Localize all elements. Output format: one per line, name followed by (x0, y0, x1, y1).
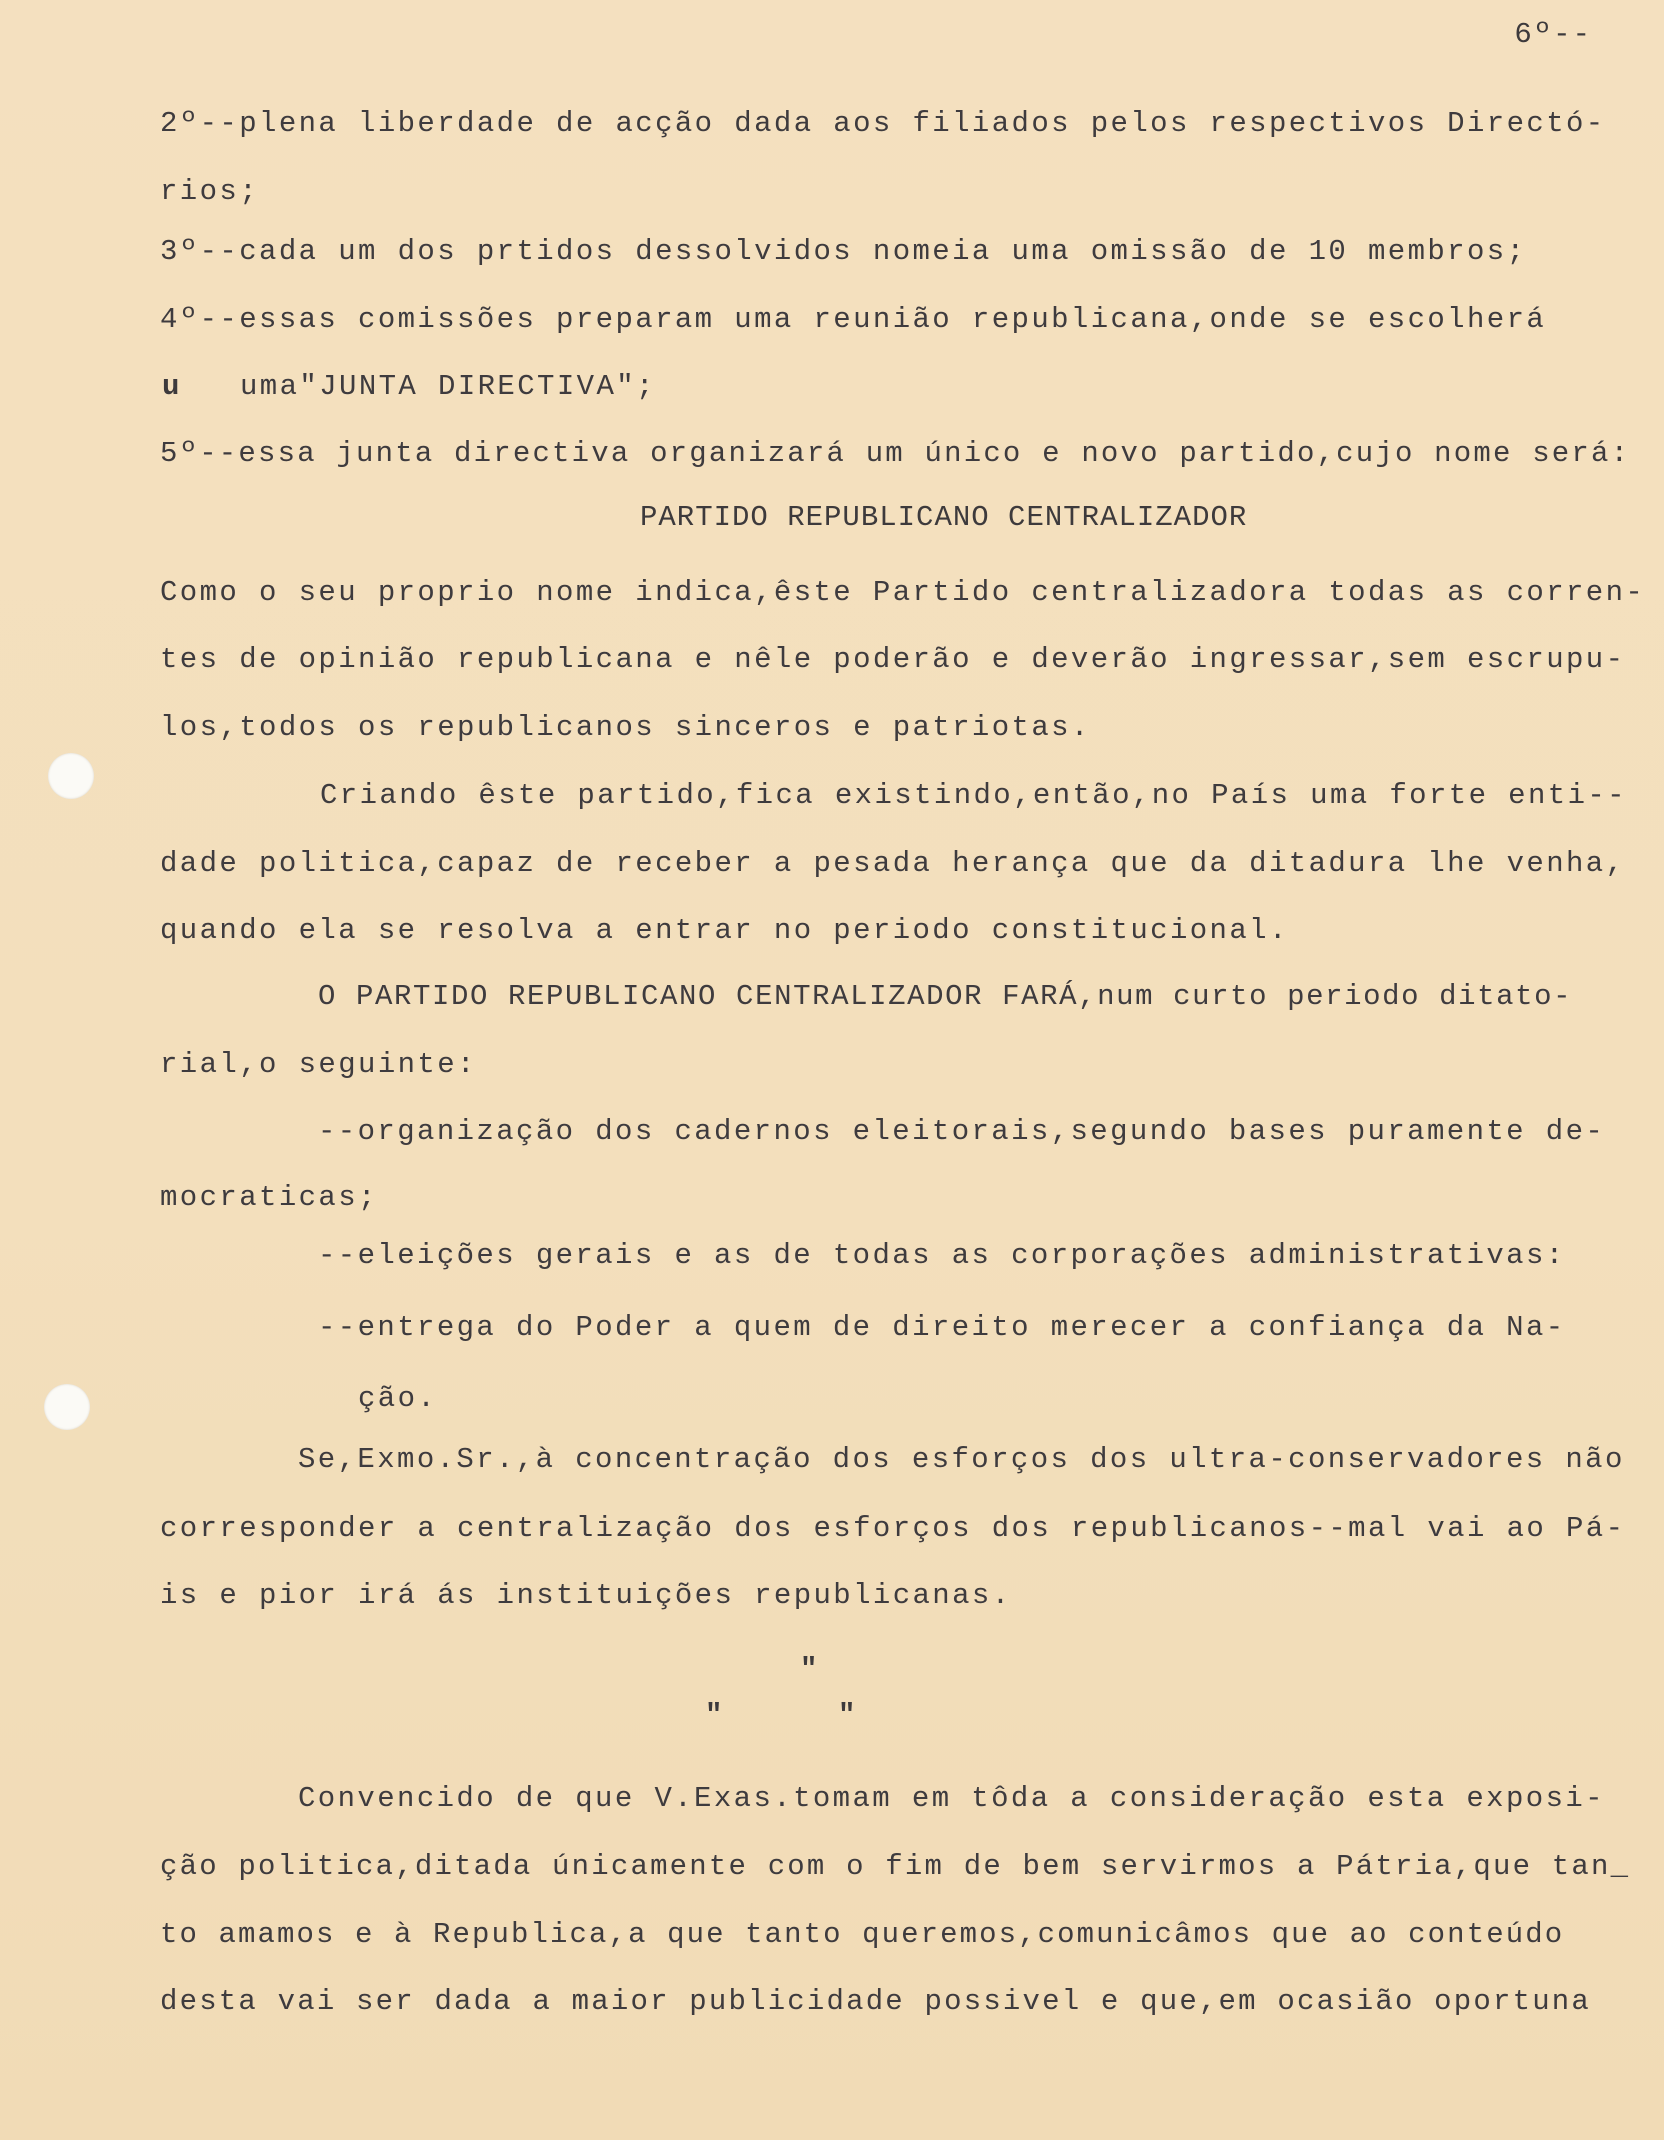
text-line: O PARTIDO REPUBLICANO CENTRALIZADOR FARÁ,num curto periodo ditato- (318, 980, 1573, 1013)
text-line: quando ela se resolva a entrar no periodo constitucional. (160, 914, 1289, 947)
text-line: ção politica,ditada únicamente com o fim de bem servirmos a Pátria,que tan_ (160, 1850, 1631, 1883)
text-line: to amamos e à Republica,a que tanto queremos,comunicâmos que ao conteúdo (160, 1918, 1565, 1951)
text-line: Convencido de que V.Exas.tomam em tôda a consideração esta exposi- (298, 1782, 1605, 1815)
text-line: 5º--essa junta directiva organizará um único e novo partido,cujo nome será: (160, 437, 1631, 470)
punch-hole-bottom (44, 1384, 90, 1430)
text-line: tes de opinião republicana e nêle poderão e deverão ingressar,sem escrupu- (160, 643, 1626, 676)
text-line: Criando êste partido,fica existindo,então,no País uma forte enti-- (320, 779, 1627, 812)
text-line: rios; (160, 175, 260, 208)
ditto-mark: " (838, 1699, 856, 1732)
text-line: Como o seu proprio nome indica,êste Partido centralizadora todas as corren- (160, 576, 1646, 609)
text-line: 2º--plena liberdade de acção dada aos filiados pelos respectivos Directó- (160, 107, 1606, 140)
text-line: Se,Exmo.Sr.,à concentração dos esforços dos ultra-conservadores não (298, 1443, 1625, 1476)
text-line: mocraticas; (160, 1181, 378, 1214)
text-line: dade politica,capaz de receber a pesada herança que da ditadura lhe venha, (160, 847, 1626, 880)
text-line: ção. (358, 1382, 438, 1415)
text-line: corresponder a centralização dos esforços dos republicanos--mal vai ao Pá- (160, 1512, 1626, 1545)
punch-hole-top (48, 753, 94, 799)
text-line: 3º--cada um dos prtidos dessolvidos nomeia uma omissão de 10 membros; (160, 235, 1527, 268)
party-title: PARTIDO REPUBLICANO CENTRALIZADOR (640, 501, 1248, 534)
text-line: uma"JUNTA DIRECTIVA"; (240, 370, 656, 403)
text-line: is e pior irá ás instituições republicanas. (160, 1579, 1012, 1612)
page-number: 6º-- (1514, 18, 1592, 51)
text-line: --organização dos cadernos eleitorais,segundo bases puramente de- (318, 1115, 1606, 1148)
text-line: 4º--essas comissões preparam uma reunião republicana,onde se escolherá (160, 303, 1547, 336)
struck-letter: u (162, 370, 180, 403)
text-line: rial,o seguinte: (160, 1048, 477, 1081)
text-line: los,todos os republicanos sinceros e patriotas. (160, 711, 1091, 744)
text-line: --entrega do Poder a quem de direito merecer a confiança da Na- (318, 1311, 1566, 1344)
text-line: --eleições gerais e as de todas as corporações administrativas: (318, 1239, 1566, 1272)
ditto-mark: " (705, 1699, 723, 1732)
text-line: desta vai ser dada a maior publicidade possivel e que,em ocasião oportuna (160, 1985, 1592, 2018)
ditto-mark: " (800, 1653, 818, 1686)
